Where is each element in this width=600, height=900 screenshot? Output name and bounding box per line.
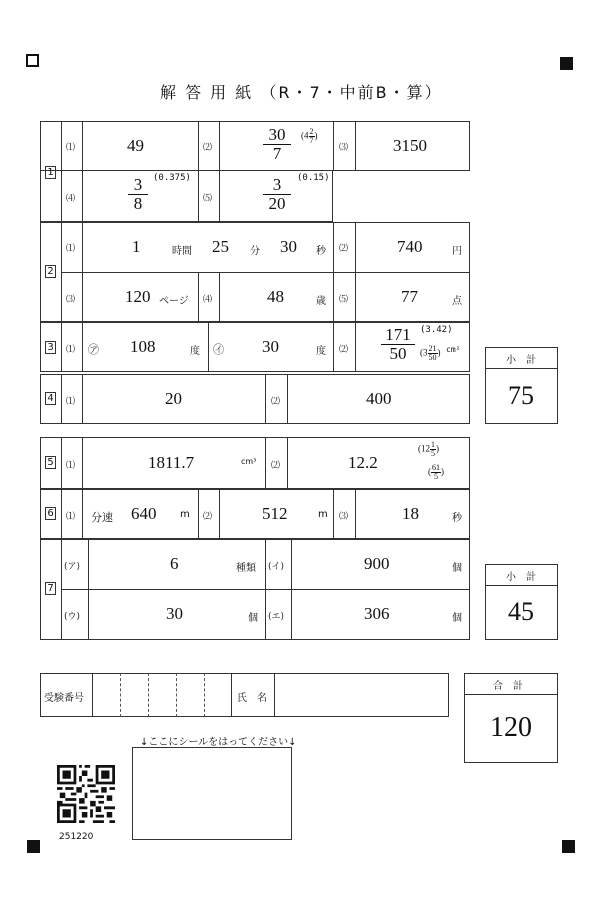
- answer-label: ⑷: [66, 194, 76, 204]
- unit-label: cm³: [241, 457, 257, 466]
- alt-mixed-number: (3 $\frac{21}{50}$ ): [420, 344, 441, 362]
- question-number: 7: [45, 582, 56, 595]
- answer-value: 25: [212, 237, 229, 256]
- answer-label: ⑵: [203, 512, 213, 522]
- answer-label: ⑴: [66, 397, 76, 407]
- seal-instruction: ↓ここにシールをはってください↓: [140, 737, 297, 748]
- page-title: 解 答 用 紙 （R・7・中前B・算）: [160, 83, 443, 102]
- corner-mark: [560, 57, 573, 70]
- unit-label: 点: [452, 296, 462, 307]
- answer-value: 20: [165, 389, 182, 408]
- unit-label: 分速: [91, 511, 113, 524]
- answer-value: 77: [401, 287, 418, 306]
- alt-improper-fraction: ( $\frac{61}{5}$ ): [428, 463, 444, 481]
- answer-value: 108: [130, 337, 156, 356]
- fraction-answer: $\frac{171}{50}$: [381, 326, 415, 363]
- answer-label: ⑵: [271, 397, 281, 407]
- answer-value: 400: [366, 389, 392, 408]
- name-label: 氏 名: [237, 693, 267, 704]
- subtotal-label: 小 計: [506, 572, 536, 583]
- answer-label: ㋑: [213, 343, 224, 356]
- answer-label: ⑴: [66, 143, 76, 153]
- fraction-answer: $\frac{3}{20}$: [263, 176, 291, 213]
- unit-label: 度: [190, 346, 200, 357]
- seal-area[interactable]: [132, 747, 292, 840]
- question-number: 1: [45, 166, 56, 179]
- question-number: 2: [45, 265, 56, 278]
- answer-value: 120: [125, 287, 151, 306]
- alt-mixed-number: (4 $\frac{2}{7}$ ): [301, 127, 318, 145]
- corner-mark-open: [26, 54, 39, 67]
- unit-label: m: [318, 509, 328, 520]
- answer-label: ⑸: [339, 295, 349, 305]
- answer-label: (エ): [268, 612, 285, 622]
- subtotal-label: 小 計: [506, 355, 536, 366]
- answer-value: 512: [262, 504, 288, 523]
- answer-value: 1: [132, 237, 141, 256]
- unit-label: 秒: [452, 513, 462, 524]
- answer-value: 30: [262, 337, 279, 356]
- unit-label: 個: [452, 613, 462, 624]
- alt-decimal: (3.42): [420, 325, 453, 335]
- answer-value: 900: [364, 554, 390, 573]
- unit-label: 分: [250, 246, 260, 257]
- answer-label: ⑶: [339, 512, 349, 522]
- unit-label: ページ: [159, 296, 189, 307]
- exam-number-label: 受験番号: [44, 693, 84, 704]
- answer-label: (ウ): [64, 612, 81, 622]
- answer-value: 49: [127, 136, 144, 155]
- answer-label: ㋐: [88, 343, 99, 356]
- answer-label: ⑴: [66, 244, 76, 254]
- unit-label: 時間: [172, 246, 192, 257]
- question-number: 3: [45, 341, 56, 354]
- answer-label: ⑸: [203, 194, 213, 204]
- unit-label: 歳: [316, 296, 326, 307]
- answer-label: ⑶: [66, 295, 76, 305]
- total-label: 合 計: [493, 681, 523, 692]
- unit-label: cm²: [446, 345, 461, 354]
- answer-value: 640: [131, 504, 157, 523]
- answer-value: 18: [402, 504, 419, 523]
- answer-label: ⑵: [339, 345, 349, 355]
- unit-label: 種類: [236, 563, 256, 574]
- answer-label: (ア): [64, 562, 81, 572]
- alt-mixed-number: (12 $\frac{1}{5}$ ): [418, 440, 439, 458]
- answer-value: 12.2: [348, 453, 378, 472]
- corner-mark: [562, 840, 575, 853]
- unit-label: 秒: [316, 246, 326, 257]
- alt-decimal: (0.15): [297, 173, 330, 183]
- question-number: 6: [45, 507, 56, 520]
- answer-label: ⑵: [271, 461, 281, 471]
- qr-code-icon: [57, 765, 115, 823]
- answer-value: 1811.7: [148, 453, 195, 472]
- answer-label: ⑷: [203, 295, 213, 305]
- answer-value: 30: [280, 237, 297, 256]
- answer-label: (イ): [268, 562, 285, 572]
- total-box: [464, 673, 558, 763]
- subtotal-box: [485, 564, 558, 640]
- sheet-code: 251220: [59, 832, 94, 842]
- fraction-answer: $\frac{30}{7}$: [263, 126, 291, 163]
- answer-label: ⑶: [339, 143, 349, 153]
- unit-label: 円: [452, 246, 462, 257]
- alt-decimal: (0.375): [153, 173, 191, 183]
- answer-value: 48: [267, 287, 284, 306]
- answer-value: 30: [166, 604, 183, 623]
- answer-label: ⑵: [339, 244, 349, 254]
- subtotal-value: 75: [508, 381, 534, 410]
- answer-label: ⑵: [203, 143, 213, 153]
- fraction-answer: $\frac{3}{8}$: [128, 176, 148, 213]
- subtotal-box: [485, 347, 558, 424]
- subtotal-value: 45: [508, 597, 534, 626]
- unit-label: 個: [248, 613, 258, 624]
- answer-label: ⑴: [66, 345, 76, 355]
- answer-value: 3150: [393, 136, 427, 155]
- answer-value: 740: [397, 237, 423, 256]
- unit-label: 個: [452, 563, 462, 574]
- question-number: 5: [45, 456, 56, 469]
- corner-mark: [27, 840, 40, 853]
- question-number: 4: [45, 392, 56, 405]
- answer-label: ⑴: [66, 512, 76, 522]
- answer-value: 306: [364, 604, 390, 623]
- answer-value: 6: [170, 554, 179, 573]
- unit-label: 度: [316, 346, 326, 357]
- answer-label: ⑴: [66, 461, 76, 471]
- unit-label: m: [180, 509, 190, 520]
- total-value: 120: [490, 712, 532, 743]
